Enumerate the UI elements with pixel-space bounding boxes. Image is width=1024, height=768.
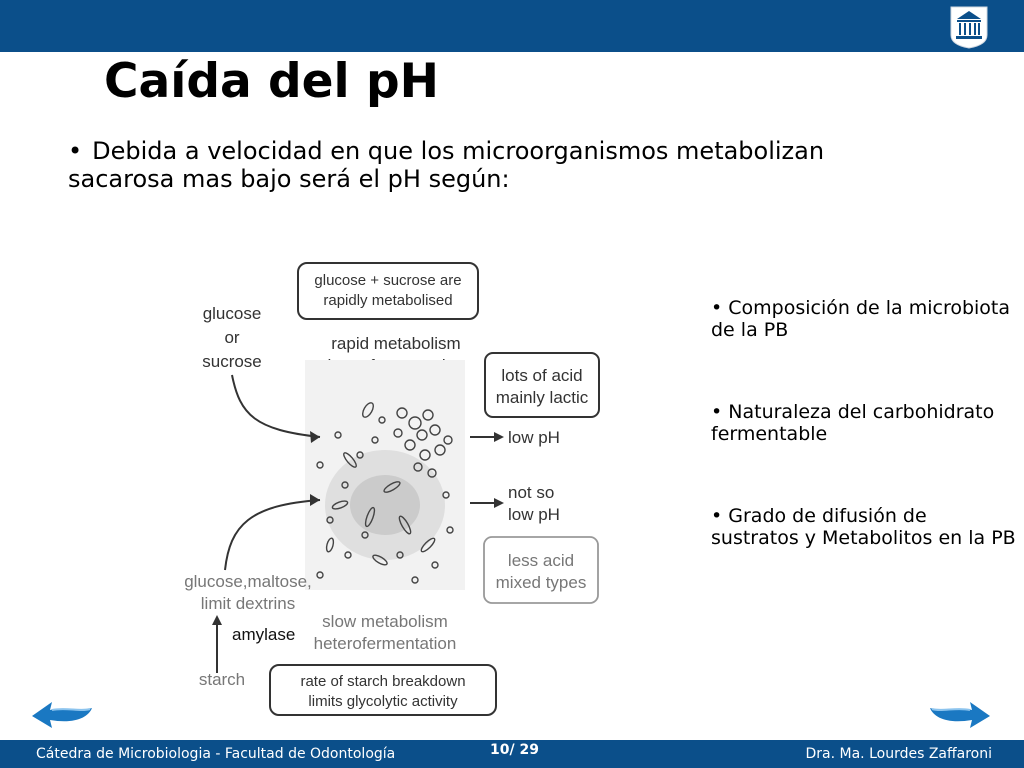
side-point-1-text: Composición de la microbiota de la PB [711, 297, 1011, 341]
side-point-3 [711, 505, 1016, 549]
less-acid-box [484, 537, 598, 603]
side-point-1-bullet: • [711, 297, 723, 319]
amylase-label: amylase [232, 625, 296, 644]
glucose-maltose-line2: limit dextrins [200, 594, 296, 613]
rapid-metabolism-line1: rapid metabolism [331, 334, 461, 353]
footer-author: Dra. Ma. Lourdes Zaffaroni [805, 746, 992, 762]
glucose-or-sucrose-line3: sucrose [202, 352, 262, 371]
glucose-maltose-line1: glucose,maltose, [184, 572, 312, 591]
intro-paragraph [68, 137, 828, 193]
lots-of-acid-line2: mainly lactic [495, 388, 589, 407]
side-point-3-text: Grado de difusión de sustratos y Metabolitos en la PB [711, 505, 1016, 549]
not-so-low-ph-line2: low pH [508, 505, 560, 524]
side-point-2 [711, 401, 1016, 445]
less-acid-line1: less acid [507, 551, 575, 570]
page-number: 10/ 29 [490, 742, 539, 758]
slide-title: Caída del pH [104, 54, 440, 109]
university-logo-icon [949, 5, 989, 49]
intro-bullet: • [68, 137, 83, 165]
less-acid-line2: mixed types [495, 573, 587, 592]
not-so-low-ph-line1: not so [508, 483, 555, 502]
footer-department: Cátedra de Microbiologia - Facultad de Odontología [36, 746, 396, 762]
glucose-or-sucrose-line2: or [224, 328, 240, 347]
low-ph-label: low pH [508, 428, 560, 447]
lots-of-acid-box [485, 353, 599, 417]
starch-label: starch [198, 670, 246, 689]
box-top-line2: rapidly metabolised [323, 292, 453, 309]
slow-metabolism-line2: heterofermentation [313, 634, 457, 653]
footer-bar [0, 740, 1024, 768]
side-point-2-text: Naturaleza del carbohidrato fermentable [711, 401, 995, 445]
next-slide-arrow-icon[interactable] [928, 700, 992, 730]
side-point-2-bullet: • [711, 401, 723, 423]
bacteria-cluster [305, 360, 465, 590]
previous-slide-arrow-icon[interactable] [30, 700, 94, 730]
lots-of-acid-line1: lots of acid [501, 366, 583, 385]
box-bottom-line1: rate of starch breakdown [300, 673, 466, 690]
metabolism-diagram [170, 255, 610, 720]
slow-metabolism-line1: slow metabolism [322, 612, 448, 631]
glucose-or-sucrose-line1: glucose [202, 304, 262, 323]
intro-text: Debida a velocidad en que los microorganismos metabolizan sacarosa mas bajo será el pH según: [68, 137, 825, 193]
box-bottom-line2: limits glycolytic activity [308, 693, 458, 710]
top-bar [0, 0, 1024, 52]
side-point-3-bullet: • [711, 505, 723, 527]
box-top-line1: glucose + sucrose are [314, 272, 462, 289]
side-point-1 [711, 297, 1016, 341]
